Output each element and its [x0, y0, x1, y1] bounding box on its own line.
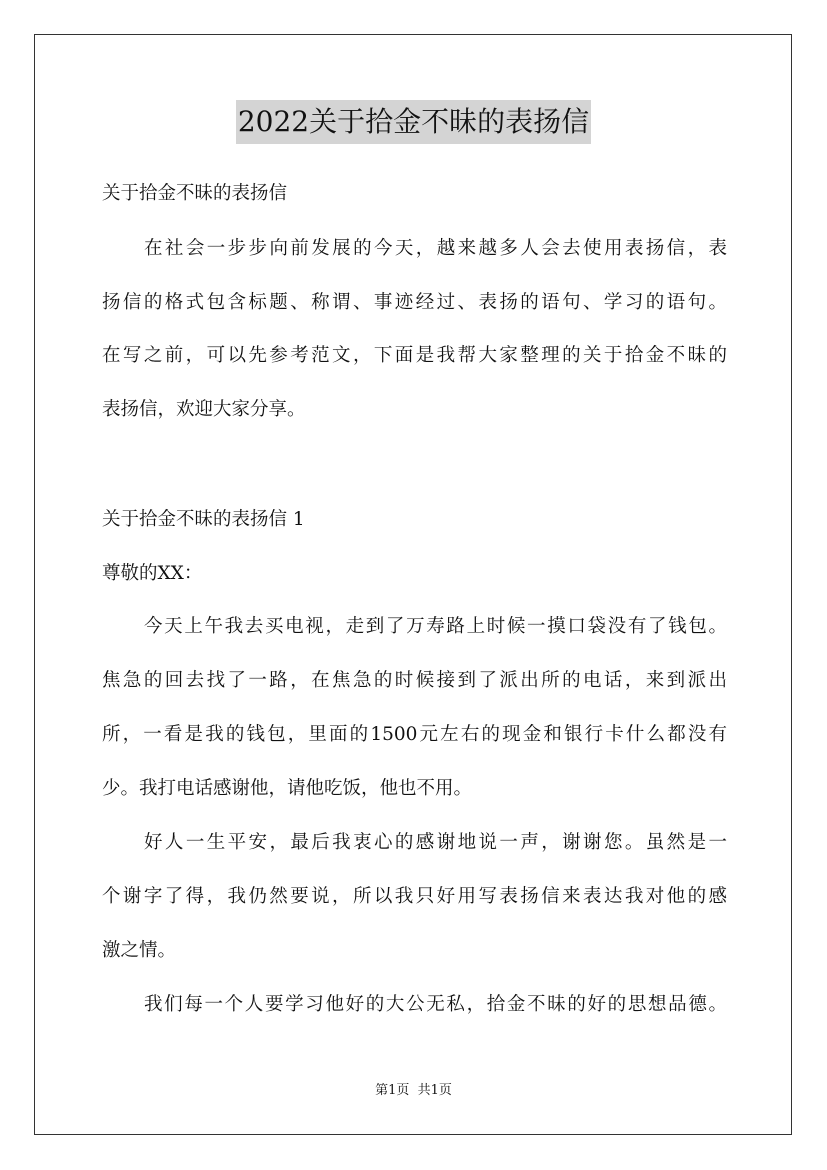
- intro-line: 扬信的格式包含标题、称谓、事迹经过、表扬的语句、学习的语句。: [102, 292, 727, 313]
- salutation: 尊敬的XX：: [102, 563, 203, 584]
- paragraph-line: 今天上午我去买电视，走到了万寿路上时候一摸口袋没有了钱包。: [144, 616, 727, 637]
- paragraph-line: 少。我打电话感谢他，请他吃饭，他也不用。: [102, 778, 473, 799]
- paragraph-line: 焦急的回去找了一路，在焦急的时候接到了派出所的电话，来到派出: [102, 670, 727, 691]
- subtitle: 关于拾金不昧的表扬信: [102, 183, 288, 204]
- page-footer: [0, 1081, 827, 1101]
- paragraph-line: 激之情。: [102, 940, 177, 961]
- intro-line: 表扬信，欢迎大家分享。: [102, 399, 306, 420]
- document-title-wrap: [0, 100, 827, 148]
- page-number: 第1页: [375, 1083, 410, 1098]
- page-total: 共1页: [417, 1083, 452, 1098]
- paragraph-line: 个谢字了得，我仍然要说，所以我只好用写表扬信来表达我对他的感: [102, 886, 727, 907]
- letter-heading: 关于拾金不昧的表扬信 1: [102, 509, 305, 530]
- document-title: 2022关于拾金不昧的表扬信: [236, 100, 591, 144]
- intro-line: 在社会一步步向前发展的今天，越来越多人会去使用表扬信，表: [144, 238, 727, 259]
- paragraph-line: 我们每一个人要学习他好的大公无私，拾金不昧的好的思想品德。: [144, 994, 727, 1015]
- paragraph-line: 所，一看是我的钱包，里面的1500元左右的现金和银行卡什么都没有: [102, 724, 727, 745]
- paragraph-line: 好人一生平安，最后我衷心的感谢地说一声，谢谢您。虽然是一: [144, 832, 727, 853]
- intro-line: 在写之前，可以先参考范文，下面是我帮大家整理的关于拾金不昧的: [102, 345, 727, 366]
